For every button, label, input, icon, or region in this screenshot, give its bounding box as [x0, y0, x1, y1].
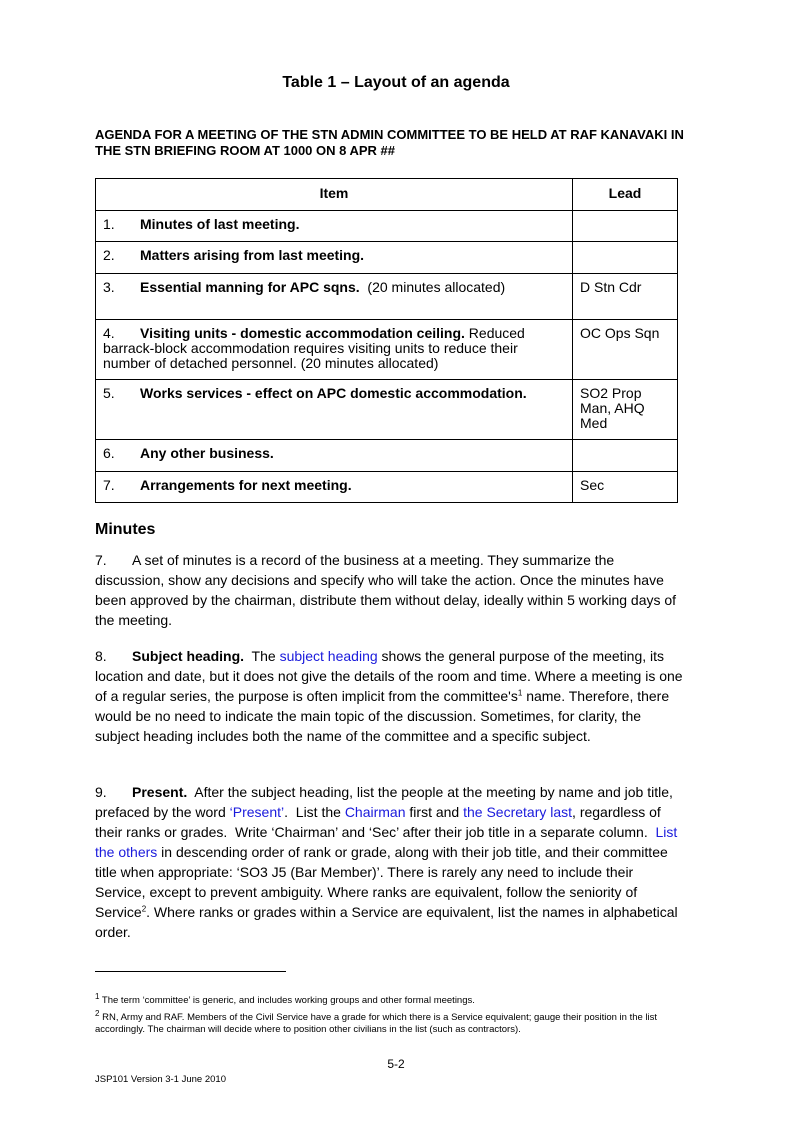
paragraph-text: After the subject heading, list the people at the meeting by name and job title, prefaced by the word: [95, 784, 677, 820]
item-title: Works services - effect on APC domestic accommodation.: [140, 385, 527, 401]
table-row: [96, 211, 678, 242]
item-number: 3.: [103, 279, 115, 295]
paragraph-number: 9.: [95, 784, 107, 800]
item-cell: [96, 320, 573, 380]
footnote-text: RN, Army and RAF. Members of the Civil Service have a grade for which there is a Service equivalent; gauge their position in the list accordingly. The chairman will decide where to position other civilians in the list (such as contractors).: [95, 1012, 658, 1035]
footnote-ref[interactable]: 2: [141, 904, 147, 914]
item-detail: Reduced barrack-block accommodation requires visiting units to reduce their number of detached personnel. (20 minutes allocated): [103, 325, 525, 371]
lead-cell: Sec: [573, 472, 678, 503]
paragraph-text: . Where ranks or grades within a Service are equivalent, list the names in alphabetical order.: [95, 904, 678, 940]
item-number: 1.: [103, 216, 115, 232]
item-number: 7.: [103, 477, 115, 493]
lead-column-header: Lead: [573, 179, 678, 211]
table-row: [96, 242, 678, 274]
item-number: 5.: [103, 385, 115, 401]
footnote-divider: [95, 971, 286, 972]
secretary-last-link[interactable]: the Secretary last: [463, 804, 573, 820]
paragraph-text: A set of minutes is a record of the business at a meeting. They summarize the discussion, show any decisions and specify who will take the action. Once the minutes have been approved by the chairman, distribute them without delay, ideally within 5 working days of the meeting.: [95, 552, 677, 628]
item-cell: [96, 380, 573, 440]
item-title: Any other business.: [140, 445, 274, 461]
footnote-text: The term ‘committee’ is generic, and includes working groups and other formal meetings.: [99, 995, 475, 1006]
paragraph-lead: Subject heading.: [132, 648, 245, 664]
agenda-table: [95, 178, 678, 503]
paragraph-text: name. Therefore, there would be no need to indicate the main topic of the discussion. Sometimes, for clarity, the subject heading includes both the name of the committee and a specific subject.: [95, 688, 670, 744]
item-title: Arrangements for next meeting.: [140, 477, 352, 493]
item-detail: (20 minutes allocated): [359, 279, 506, 295]
lead-cell: OC Ops Sqn: [573, 320, 678, 380]
paragraph-text: . List the: [284, 804, 345, 820]
present-link[interactable]: ‘Present’: [229, 804, 285, 820]
footnote-number: 1: [95, 991, 100, 1001]
section-heading-minutes: Minutes: [95, 521, 156, 538]
footnote-ref[interactable]: 1: [517, 688, 523, 698]
item-title: Minutes of last meeting.: [140, 216, 300, 232]
item-title: Matters arising from last meeting.: [140, 247, 365, 263]
table-row: [96, 274, 678, 320]
lead-cell: [573, 440, 678, 472]
item-cell: [96, 242, 573, 274]
paragraph-text: , regardless of their ranks or grades. Write ‘Chairman’ and ‘Sec’ after their job title in a separate column.: [95, 804, 665, 840]
paragraph-9: [95, 782, 685, 942]
item-cell: [96, 274, 573, 320]
paragraph-text: first and: [405, 804, 464, 820]
paragraph-number: 7.: [95, 552, 107, 568]
item-number: 2.: [103, 247, 115, 263]
lead-cell: [573, 242, 678, 274]
paragraph-number: 8.: [95, 648, 107, 664]
lead-cell: SO2 Prop Man, AHQ Med: [573, 380, 678, 440]
page-title: Table 1 – Layout of an agenda: [282, 74, 510, 91]
lead-cell: D Stn Cdr: [573, 274, 678, 320]
chairman-link[interactable]: Chairman: [344, 804, 406, 820]
table-row: [96, 320, 678, 380]
agenda-heading: AGENDA FOR A MEETING OF THE STN ADMIN COMMITTEE TO BE HELD AT RAF KANAVAKI IN THE STN BRIEFING ROOM AT 1000 ON 8 APR ##: [95, 127, 684, 158]
footnote-1: [95, 991, 685, 1007]
item-title: Essential manning for APC sqns.: [140, 279, 360, 295]
table-row: [96, 440, 678, 472]
lead-cell: [573, 211, 678, 242]
table-header-row: [96, 179, 678, 211]
table-row: [96, 380, 678, 440]
item-number: 4.: [103, 325, 115, 341]
document-footer: JSP101 Version 3-1 June 2010: [95, 1074, 226, 1085]
item-cell: [96, 211, 573, 242]
paragraph-text: The: [244, 648, 280, 664]
list-the-others-link[interactable]: List the others: [95, 824, 678, 860]
subject-heading-link[interactable]: subject heading: [279, 648, 378, 664]
footnote-number: 2: [95, 1008, 100, 1018]
paragraph-text: shows the general purpose of the meeting, its location and date, but it does not give the details of the room and time. Where a meeting is one of a regular series, the purpose is often implicit from the committee's: [95, 648, 683, 704]
table-row: [96, 472, 678, 503]
item-cell: [96, 472, 573, 503]
item-title: Visiting units - domestic accommodation ceiling.: [140, 325, 465, 341]
item-cell: [96, 440, 573, 472]
page-number: 5-2: [387, 1057, 405, 1071]
paragraph-text: in descending order of rank or grade, along with their job title, and their committee title when appropriate: ‘SO3 J5 (Bar Member)’. There is rarely any need to include their Service, except to prevent ambiguity. Where ranks are equivalent, follow the seniority of Service: [95, 844, 668, 920]
paragraph-7: [95, 550, 685, 630]
paragraph-8: [95, 646, 685, 746]
item-column-header: Item: [96, 179, 573, 211]
footnote-2: [95, 1008, 685, 1036]
paragraph-lead: Present.: [132, 784, 188, 800]
item-number: 6.: [103, 445, 115, 461]
